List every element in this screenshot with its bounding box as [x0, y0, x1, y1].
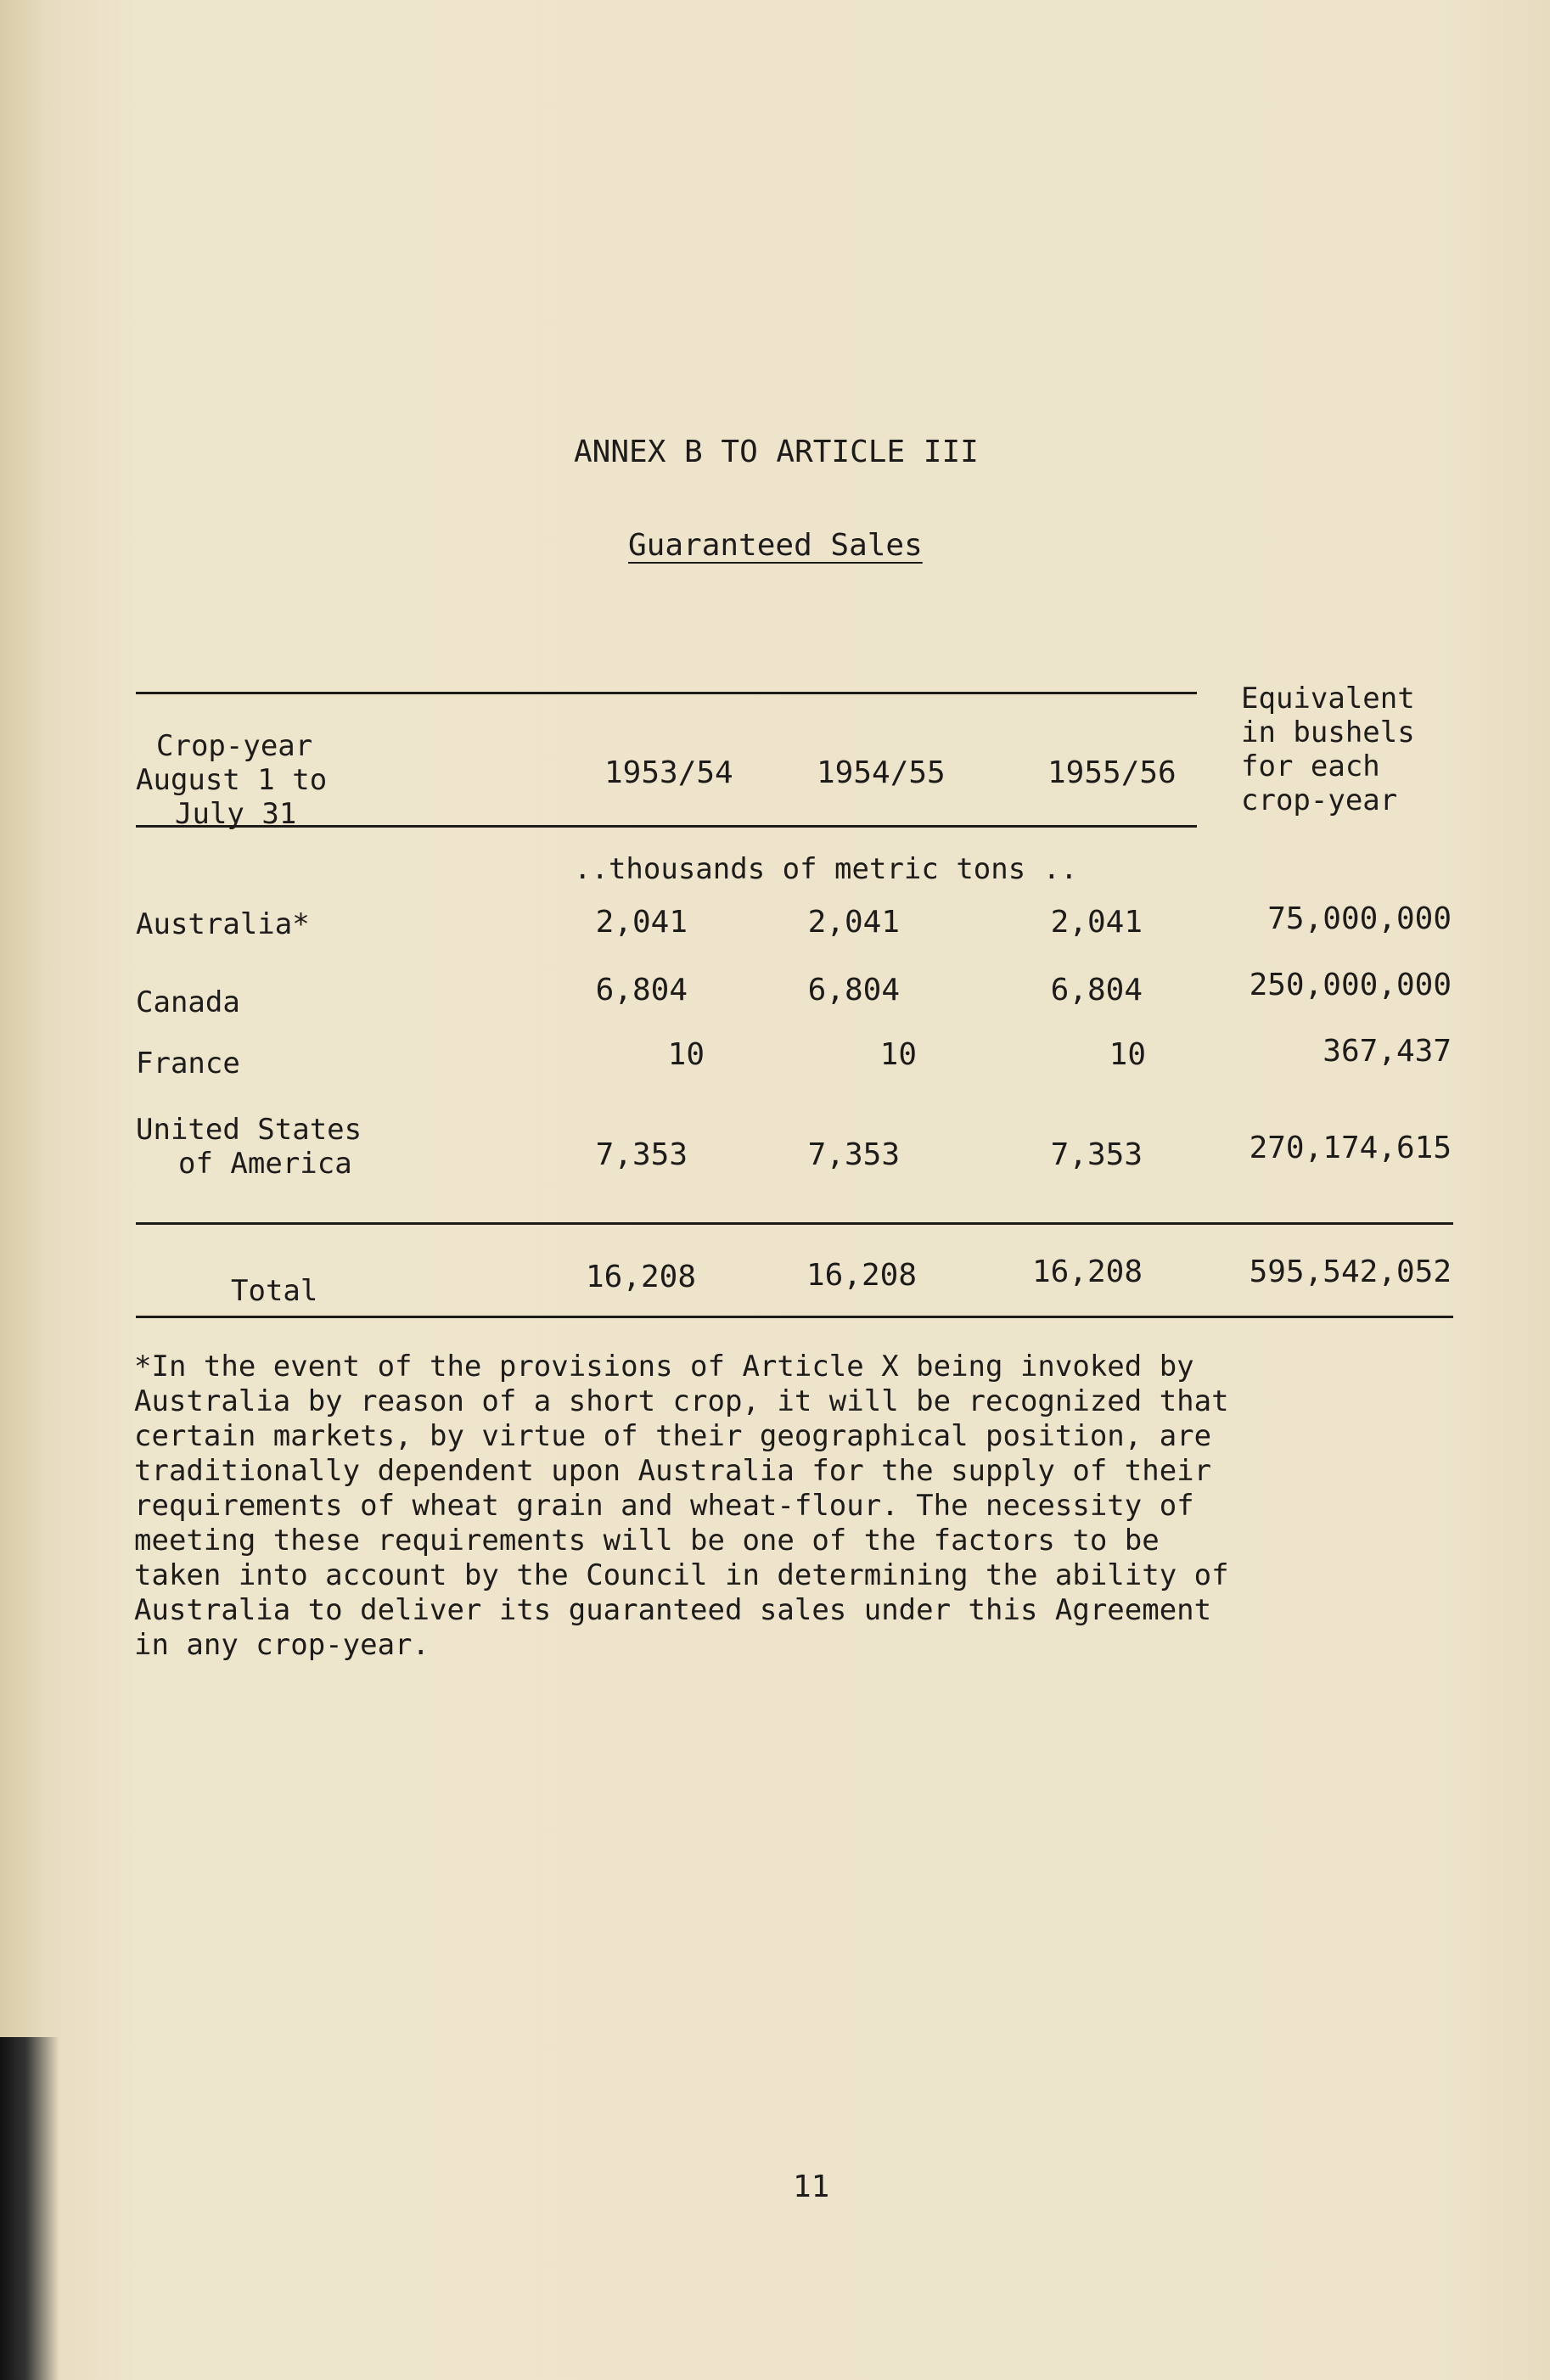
united-states-1953-54: 7,353	[595, 1137, 688, 1172]
total-1954-55: 16,208	[806, 1258, 917, 1293]
equivalent-header-line1: Equivalent	[1241, 682, 1415, 716]
row-label-france: France	[136, 1047, 240, 1081]
annex-title: ANNEX B TO ARTICLE III	[574, 435, 979, 469]
units-note: ..thousands of metric tons ..	[574, 852, 1078, 886]
table-top-rule	[136, 692, 1197, 694]
australia-bushels: 75,000,000	[1267, 901, 1452, 936]
equivalent-header-line3: for each	[1241, 749, 1380, 783]
france-1953-54: 10	[667, 1037, 705, 1072]
canada-1953-54: 6,804	[595, 973, 688, 1008]
canada-1955-56: 6,804	[1050, 973, 1143, 1008]
page-number: 11	[793, 2170, 830, 2204]
australia-1953-54: 2,041	[595, 905, 688, 940]
total-1955-56: 16,208	[1031, 1255, 1143, 1289]
united-states-bushels: 270,174,615	[1249, 1131, 1452, 1165]
australia-1954-55: 2,041	[807, 905, 900, 940]
france-1955-56: 10	[1109, 1037, 1146, 1072]
united-states-1954-55: 7,353	[807, 1137, 900, 1172]
total-1953-54: 16,208	[585, 1260, 696, 1294]
france-bushels: 367,437	[1323, 1034, 1452, 1069]
australia-1955-56: 2,041	[1050, 905, 1143, 940]
crop-year-header-line2: August 1 to	[136, 763, 328, 797]
book-spine-shadow	[0, 2037, 59, 2380]
canada-bushels: 250,000,000	[1249, 968, 1452, 1002]
row-label-total: Total	[231, 1274, 318, 1308]
column-header-1955-56: 1955/56	[1047, 755, 1177, 790]
united-states-1955-56: 7,353	[1050, 1137, 1143, 1172]
crop-year-header-line3: July 31	[175, 797, 297, 831]
column-header-1954-55: 1954/55	[817, 755, 946, 790]
canada-1954-55: 6,804	[807, 973, 900, 1008]
total-bushels: 595,542,052	[1249, 1255, 1452, 1289]
total-top-rule	[136, 1222, 1453, 1225]
row-label-australia: Australia*	[136, 907, 310, 941]
france-1954-55: 10	[879, 1037, 917, 1072]
total-bottom-rule	[136, 1316, 1453, 1318]
equivalent-header-line4: crop-year	[1241, 783, 1398, 817]
equivalent-header-line2: in bushels	[1241, 716, 1415, 749]
crop-year-header-line1: Crop-year	[156, 729, 313, 763]
row-label-canada: Canada	[136, 985, 240, 1019]
row-label-of-america: of America	[178, 1147, 352, 1181]
australia-footnote: *In the event of the provisions of Article X being invoked by Australia by reason of a short crop, it will be recognized that certain markets, by virtue of their geographical position, are traditionally dependent upon Australia for the supply of their requirements of wheat grain and wheat-flour. The necessity of meeting these requirements will be one of the factors to be taken into account by the Council in determining the ability of Australia to deliver its guaranteed sales under this Agreement in any crop-year.	[134, 1350, 1229, 1662]
annex-subtitle: Guaranteed Sales	[628, 528, 923, 563]
row-label-united-states: United States	[136, 1113, 362, 1147]
column-header-1953-54: 1953/54	[604, 755, 733, 790]
